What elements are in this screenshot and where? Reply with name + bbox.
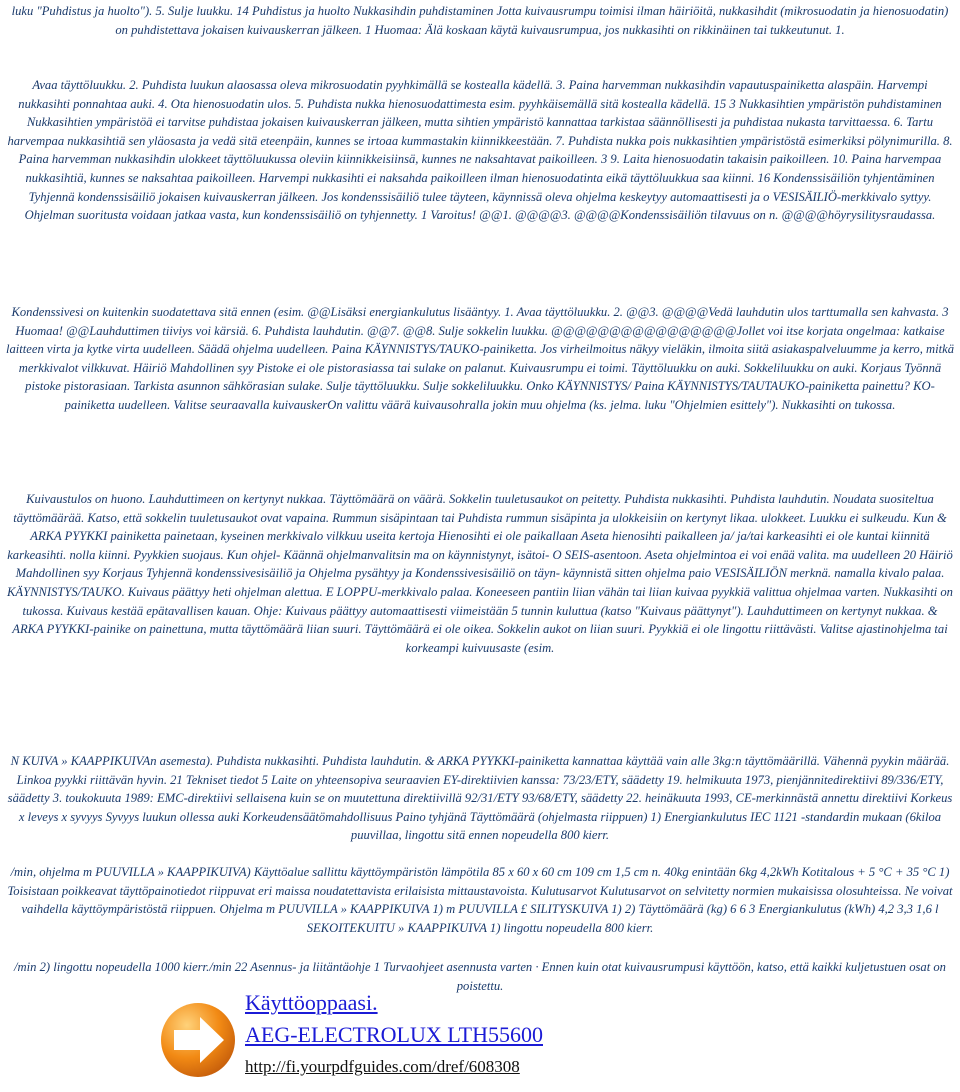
user-manual-link[interactable]: Käyttöoppaasi. xyxy=(245,990,378,1015)
product-link[interactable]: AEG-ELECTROLUX LTH55600 xyxy=(245,1022,543,1047)
paragraph-3: Kondenssivesi on kuitenkin suodatettava sitä ennen (esim. @@Lisäksi energiankulutus lisääntyy. 1. Avaa täyttöluukku. 2. @@3. @@@@Vedä lauhdutin ulos tarttumalla sen kahvasta. 3 Huomaa! @@Lauhduttimen tiiviys voi kärsiä. 6. Puhdista lauhdutin. @@7. @@8. Sulje sokkelin luukku. @@@@@@@@@@@@@@@@Jollet voi itse korjata ongelmaa: katkaise laitteen virta ja kytke virta uudelleen. Säädä ohjelma uudelleen. Paina KÄYNNISTYS/TAUKO-painiketta. Jos virheilmoitus näkyy vieläkin, ilmoita siitä asiakaspalveluumme ja kerro, mitkä merkkivalot vilkkuvat. Häiriö Mahdollinen syy Pistoke ei ole pistorasiassa tai sulake on palanut. Kuivausrumpu ei toimi. Täyttöluukku on auki. Sokkeliluukku on auki. Korjaus Työnnä pistoke pistorasiaan. Tarkista asunnon sähkörasian sulake. Sulje täyttöluukku. Sulje sokkeliluukku. Onko KÄYNNISTYS/ Paina KÄYNNISTYS/TAUTAUKO-painiketta painettu? KO-painiketta uudelleen. Valitse seuraavalla kuivauskerOn valittu väärä kuivausohralla jokin muu ohjelma (ks. jelma. luku "Ohjelmien esittely"). Nukkasihti on tukossa. xyxy=(6,305,954,412)
pdf-guides-arrow-icon xyxy=(158,1000,238,1080)
paragraph-2: Avaa täyttöluukku. 2. Puhdista luukun alaosassa oleva mikrosuodatin pyyhkimällä se kostealla kädellä. 3. Paina harvemman nukkasihdin vapautuspainiketta alaspäin. Harvempi nukkasihti ponnahtaa auki. 4. Ota hienosuodatin ulos. 5. Puhdista nukka hienosuodattimesta esim. pyyhkäisemällä sitä kostealla kädellä. 15 3 Nukkasihtien ympäristön puhdistaminen Nukkasihtien ympäristöä ei tarvitse puhdistaa jokaisen kuivauskerran jälkeen, mutta sihtien ympäristö kannattaa tarkistaa säännöllisesti ja puhdistaa nukasta tarvittaessa. 6. Tartu harvempaa nukkasihtiä sen yläosasta ja vedä sitä eteenpäin, kunnes se irtoaa kummastakin kiinnikkeestään. 7. Puhdista nukka pois nukkasihtien ympäristöstä esimerkiksi pölynimurilla. 8. Paina harvemman nukkasihdin ulokkeet täyttöluukussa oleviin kiinnikkeisiinsä, kunnes ne naksahtavat paikoilleen. 3 9. Laita hienosuodatin takaisin paikoilleen. 10. Paina harvempaa nukkasihtiä, kunnes se naksahtaa paikoilleen. Harvempi nukkasihti ei naksahda paikoilleen ilman hienosuodatinta eikä täyttöluukkua saa kiinni. 16 Kondenssisäiliön tyhjentäminen Tyhjennä kondenssisäiliö jokaisen kuivauskerran jälkeen. Jos kondenssisäiliö tulee täyteen, käynnissä oleva ohjelma keskeytyy automaattisesti ja o VESISÄILIÖ-merkkivalo syttyy. Ohjelman suoritusta voidaan jatkaa vasta, kun kondenssisäiliö on tyhjennetty. 1 Varoitus! @@1. @@@@3. @@@@Kondenssisäiliön tilavuus on n. @@@@höyrysilitysraudassa. xyxy=(7,78,953,223)
paragraph-6: /min, ohjelma m PUUVILLA » KAAPPIKUIVA) Käyttöalue sallittu käyttöympäristön lämpötila 85 x 60 x 60 cm 109 cm 1,5 cm n. 40kg enintään 6kg 4,2kWh Kotitalous + 5 °C + 35 °C 1) Toisistaan poikkeavat täyttöpainotiedot riippuvat eri maissa noudatettavista erilaisista mittaustavoista. Kulutusarvot Kulutusarvot on selvitetty normien mukaisissa olosuhteissa. Ne voivat vaihdella käyttöympäristöstä riippuen. Ohjelma m PUUVILLA » KAAPPIKUIVA 1) m PUUVILLA £ SILITYSKUIVA 1) 2) Täyttömäärä (kg) 6 6 3 Energiankulutus (kWh) 4,2 3,3 1,6 l SEKOITEKUITU » KAAPPIKUIVA 1) lingottu nopeudella 800 kierr. xyxy=(7,865,953,935)
footer xyxy=(150,992,950,1088)
paragraph-4: Kuivaustulos on huono. Lauhduttimeen on kertynyt nukkaa. Täyttömäärä on väärä. Sokkelin tuuletusaukot on peitetty. Puhdista nukkasihti. Puhdista lauhdutin. Noudata suositeltua täyttömäärää. Katso, että sokkelin tuuletusaukot ovat vapaina. Rummun sisäpintaan tai Puhdista rummun sisäpinta ja ulokkeisiin on kertynyt likaa. ulokkeet. Luukku ei sulkeudu. Kun & ARKA PYYKKI painiketta painetaan, kyseinen merkkivalo vilkkuu useita kertoja Hienosihti ei ole paikallaan Aseta hienosihti paikalleen ja/ ja/tai karkeasihti ei ole kuntai kiinnitä karkeasihti. nolla kiinni. Pyykkien suojaus. Kun ohjel- Käännä ohjelmanvalitsin ma on käynnistynyt, isätoi- O SEIS-asentoon. Aseta ohjelmintoa ei voi enää valita. ma uudelleen 20 Häiriö Mahdollinen syy Korjaus Tyhjennä kondenssivesisäiliö ja Ohjelma pysähtyy ja Kondenssivesisäiliö on täyn- käynnistä sitten ohjelma paio VESISÄILIÖN merknä. namalla kivalo palaa. KÄYNNISTYS/TAUKO. Kuivaus päättyy heti ohjelman alettua. E LOPPU-merkkivalo palaa. Koneeseen pantiin liian vähän tai liian kuivaa pyykkiä valittua ohjelmaa varten. Nukkasihti on tukossa. Kuivaus kestää epätavallisen kauan. Ohje: Kuivaus päättyy automaattisesti viimeistään 5 tunnin kuluttua (katso "Kuivaus päättynyt"). Lauhduttimeen on kertynyt nukkaa. & ARKA PYYKKI-painike on painettuna, mutta täyttömäärä liian suuri. Täyttömäärä ei ole oikea. Sokkelin aukot on liian suuri. Pyykkiä ei ole lingottu riittävästi. Valitse ajastinohjelma tai korkeampi kuivuusaste (esim. xyxy=(7,492,953,655)
paragraph-1: luku "Puhdistus ja huolto"). 5. Sulje luukku. 14 Puhdistus ja huolto Nukkasihdin puhdistaminen Jotta kuivausrumpu toimisi ilman häiriöitä, nukkasihdit (mikrosuodatin ja hienosuodatin) on puhdistettava jokaisen kuivauskerran jälkeen. 1 Huomaa: Älä koskaan käytä kuivausrumpua, jos nukkasihti on rikkinäinen tai tukkeutunut. 1. xyxy=(11,4,949,37)
paragraph-5: N KUIVA » KAAPPIKUIVAn asemesta). Puhdista nukkasihti. Puhdista lauhdutin. & ARKA PYYKKI-painiketta kannattaa käyttää vain alle 3kg:n täyttömäärillä. Vähennä pyykin määrää. Linkoa pyykki riittävän hyvin. 21 Tekniset tiedot 5 Laite on yhteensopiva seuraavien EY-direktiivien kanssa: 73/23/ETY, säädetty 19. helmikuuta 1973, pienjännitedirektiivi 89/336/ETY, säädetty 3. toukokuuta 1989: EMC-direktiivi sellaisena kuin se on muutettuna direktiivillä 92/31/ETY 93/68/ETY, säädetty 22. heinäkuuta 1993, CE-merkinnästä annettu direktiivi Korkeus x leveys x syvyys Syvyys luukun ollessa auki Korkeudensäätömahdollisuus Paino tyhjänä Täyttömäärä (ohjelmasta riippuen) 1) Energiankulutus IEC 1121 -standardin mukaan (6kiloa puuvillaa, lingottu sitä ennen nopeudella 800 kierr. xyxy=(7,754,953,843)
paragraph-7: /min 2) lingottu nopeudella 1000 kierr./min 22 Asennus- ja liitäntäohje 1 Turvaohjeet asennusta varten · Ennen kuin otat kuivausrumpusi käyttöön, katso, että kaikki kuljetustuen osat on poistettu. xyxy=(14,960,946,993)
url-link[interactable]: http://fi.yourpdfguides.com/dref/608308 xyxy=(245,1057,520,1076)
